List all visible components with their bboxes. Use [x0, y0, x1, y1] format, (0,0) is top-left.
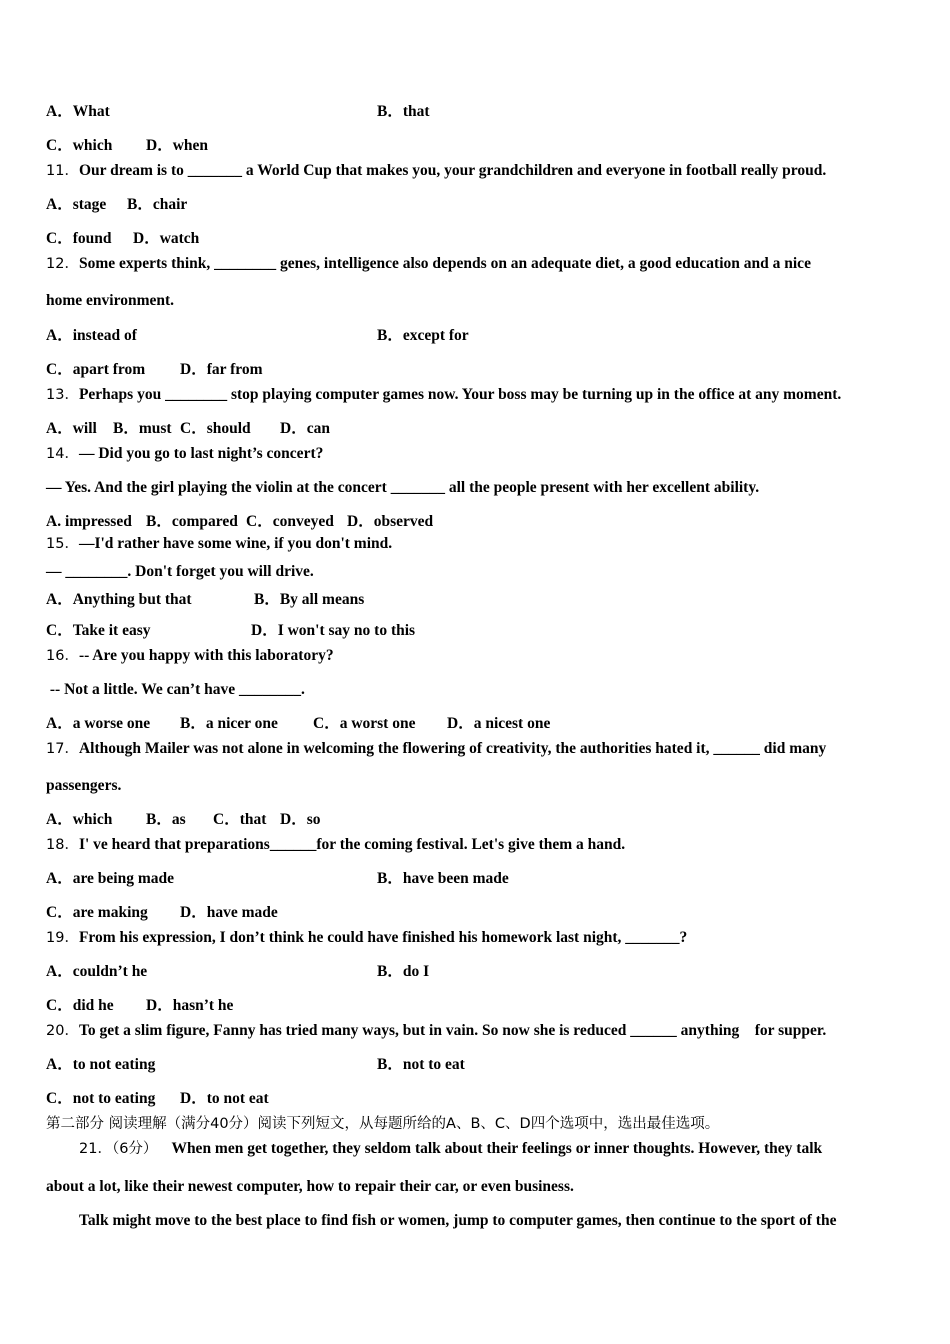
q20-option-d: D．to not eat [180, 1090, 269, 1107]
q17-option-d: D．so [280, 811, 321, 828]
q20-text: To get a slim figure, Fanny has tried many ways, but in vain. So now she is reduced ______ anything for supper. [78, 1022, 827, 1039]
q13-option-a: A．will [46, 420, 97, 437]
q13-text: Perhaps you ________ stop playing computer games now. Your boss may be turning up in the office at any moment. [78, 386, 842, 403]
q19-text: From his expression, I don’t think he could have finished his homework last night, _______? [78, 929, 688, 946]
q21-number: 21．（6分） [79, 1141, 158, 1157]
q12-option-c: C．apart from [46, 361, 146, 378]
q10-option-c: C．which [46, 137, 113, 154]
q17-option-a: A．which [46, 811, 113, 828]
q10-option-d: D．when [146, 137, 209, 154]
q15-option-a: A．Anything but that [46, 591, 192, 608]
q17-option-b: B．as [146, 811, 186, 828]
q16-option-a: A．a worse one [46, 715, 151, 732]
q19-option-d: D．hasn’t he [146, 997, 234, 1014]
q11-option-b: B．chair [127, 196, 188, 213]
q20-option-c: C．not to eating [46, 1090, 156, 1107]
q18-option-d: D．have made [180, 904, 278, 921]
q17-text: Although Mailer was not alone in welcoming the flowering of creativity, the authorities hated it, ______ did many [78, 740, 827, 757]
q12-option-a: A．instead of [46, 327, 137, 344]
q15-stem [46, 535, 392, 553]
q10-option-a: A．What [46, 103, 110, 120]
q19-number: 19． [46, 930, 79, 946]
q21-passage-line1 [79, 1140, 822, 1158]
q11-option-a: A．stage [46, 196, 107, 213]
q18-stem [46, 836, 625, 854]
q16-option-b: B．a nicer one [180, 715, 278, 732]
q18-option-b: B．have been made [377, 870, 509, 887]
q14-option-a: A. impressed [46, 513, 132, 530]
q13-option-b: B．must [113, 420, 172, 437]
q11-number: 11． [46, 163, 79, 179]
q15-stem-cont: — ________. Don't forget you will drive. [46, 563, 314, 580]
q14-text: — Did you go to last night’s concert? [78, 445, 324, 462]
q12-number: 12． [46, 256, 79, 272]
q17-stem [46, 740, 826, 758]
q19-option-c: C．did he [46, 997, 114, 1014]
q21-text: When men get together, they seldom talk about their feelings or inner thoughts. However, they talk [171, 1140, 823, 1157]
q14-number: 14． [46, 446, 79, 462]
q12-stem [46, 255, 811, 273]
q17-option-c: C．that [213, 811, 267, 828]
q11-option-c: C．found [46, 230, 112, 247]
q16-stem [46, 647, 334, 665]
q15-option-c: C．Take it easy [46, 622, 151, 639]
q18-number: 18． [46, 837, 79, 853]
q21-passage-line3: Talk might move to the best place to find fish or women, jump to computer games, then continue to the sport of the [79, 1212, 837, 1229]
q15-option-d: D．I won't say no to this [251, 622, 416, 639]
q16-option-c: C．a worst one [313, 715, 416, 732]
q16-text: -- Are you happy with this laboratory? [78, 647, 334, 664]
q12-option-d: D．far from [180, 361, 263, 378]
q18-text: I' ve heard that preparations______for the coming festival. Let's give them a hand. [78, 836, 626, 853]
q15-option-b: B．By all means [254, 591, 365, 608]
q14-stem-cont: — Yes. And the girl playing the violin at the concert _______ all the people present with her excellent ability. [46, 479, 760, 496]
q15-number: 15． [46, 536, 79, 552]
q10-option-b: B．that [377, 103, 430, 120]
q17-number: 17． [46, 741, 79, 757]
q12-stem-cont: home environment. [46, 292, 175, 309]
q20-number: 20． [46, 1023, 79, 1039]
q11-option-d: D．watch [133, 230, 200, 247]
q20-option-a: A．to not eating [46, 1056, 156, 1073]
part2-heading: 第二部分 阅读理解（满分40分）阅读下列短文，从每题所给的A、B、C、D四个选项中，选出最佳选项。 [46, 1116, 720, 1132]
q18-option-a: A．are being made [46, 870, 175, 887]
q18-option-c: C．are making [46, 904, 148, 921]
q21-passage-line2: about a lot, like their newest computer, how to repair their car, or even business. [46, 1178, 574, 1195]
q15-text: —I'd rather have some wine, if you don't mind. [78, 535, 393, 552]
q14-option-b: B．compared [146, 513, 238, 530]
q13-number: 13． [46, 387, 79, 403]
q20-option-b: B．not to eat [377, 1056, 465, 1073]
q11-stem [46, 162, 826, 180]
q17-stem-cont: passengers. [46, 777, 122, 794]
q12-text: Some experts think, ________ genes, intelligence also depends on an adequate diet, a good education and a nice [78, 255, 811, 272]
q13-stem [46, 386, 841, 404]
q11-text: Our dream is to _______ a World Cup that makes you, your grandchildren and everyone in football really proud. [78, 162, 827, 179]
q13-option-d: D．can [280, 420, 330, 437]
q19-stem [46, 929, 687, 947]
q19-option-a: A．couldn’t he [46, 963, 148, 980]
q13-option-c: C．should [180, 420, 251, 437]
q14-stem [46, 445, 323, 463]
q14-option-d: D．observed [347, 513, 434, 530]
q20-stem [46, 1022, 826, 1040]
q16-stem-cont: -- Not a little. We can’t have ________. [46, 681, 305, 698]
q12-option-b: B．except for [377, 327, 469, 344]
q19-option-b: B．do I [377, 963, 430, 980]
q16-number: 16． [46, 648, 79, 664]
q14-option-c: C．conveyed [246, 513, 334, 530]
q16-option-d: D．a nicest one [447, 715, 551, 732]
